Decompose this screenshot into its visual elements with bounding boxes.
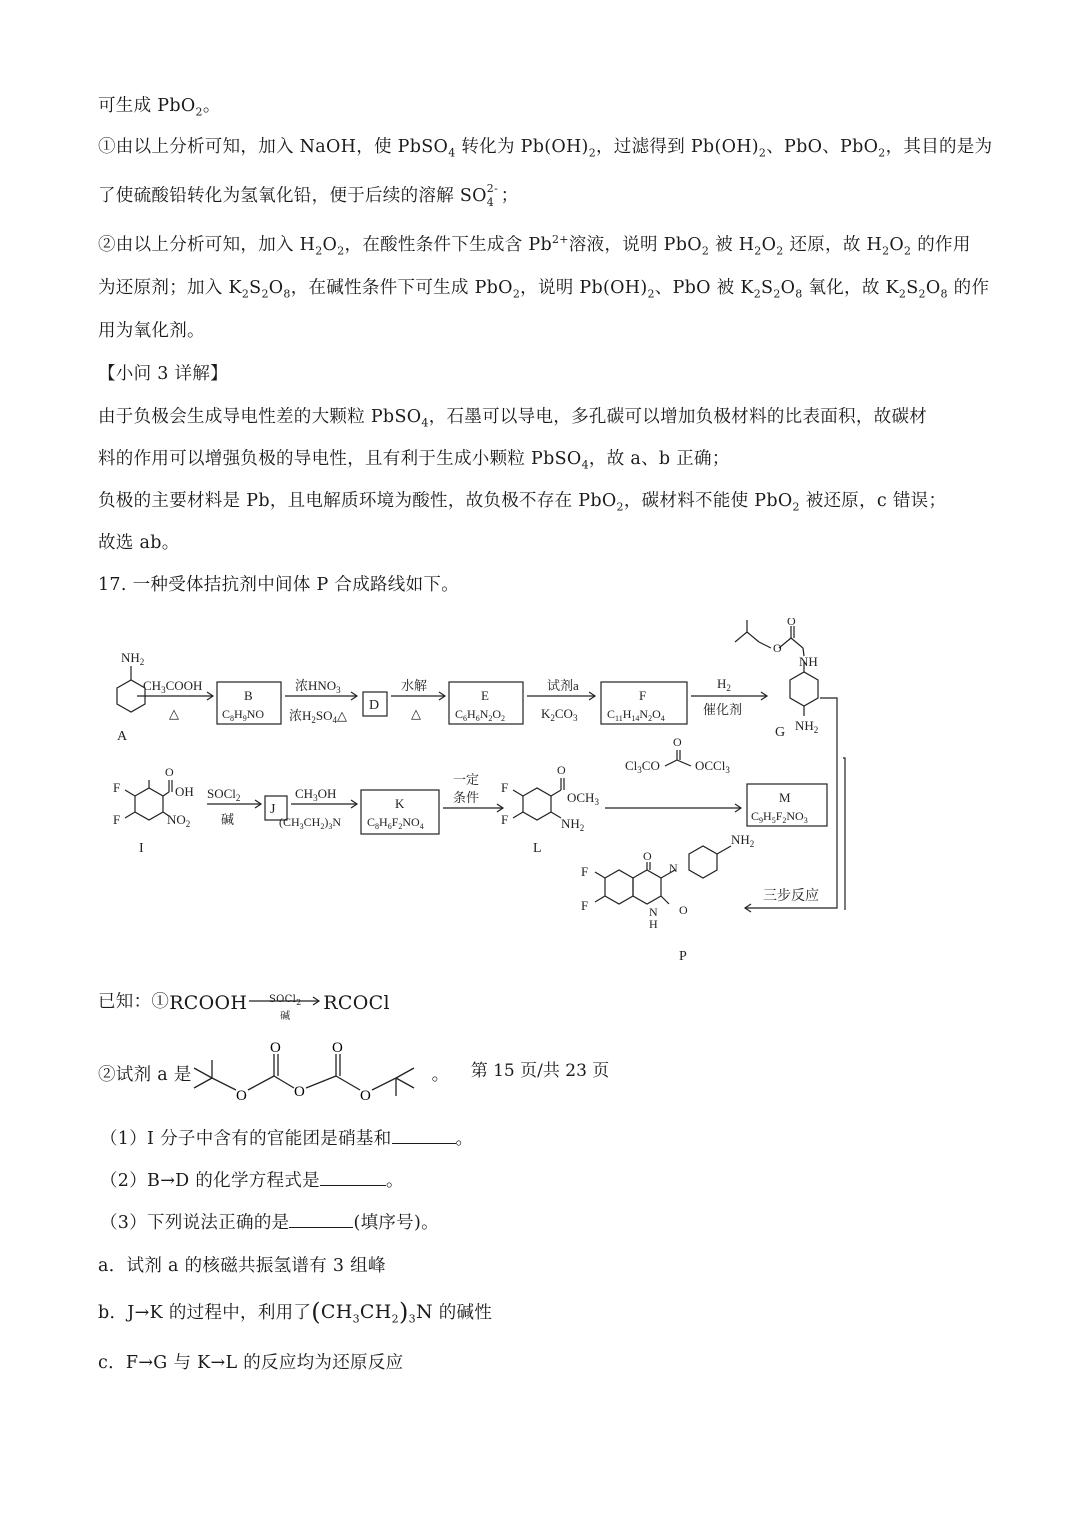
reagent-6-bottom: 碱 bbox=[221, 812, 235, 827]
benzene-ring-p2 bbox=[689, 846, 717, 878]
label-o-ester: O bbox=[773, 641, 782, 655]
box-j-label: J bbox=[270, 802, 276, 817]
reagent-1-heat: △ bbox=[169, 706, 179, 721]
label-f1-i: F bbox=[113, 780, 121, 795]
label-oh-i: OH bbox=[175, 784, 194, 799]
label-nh2-p: $NH_2$ bbox=[731, 832, 755, 849]
question-1: （1）I 分子中含有的官能团是硝基和 。 bbox=[100, 1129, 474, 1149]
text-line-4: ②由以上分析可知，加入 $H_2O_2$，在酸性条件下生成含 $Pb^{2+}$溶液，说明 PbO$_2$ 被 $H_2O_2$ 还原，故 $H_2O_2$ 的作用 bbox=[98, 233, 971, 258]
label-o-a5: O bbox=[360, 1088, 371, 1104]
formula-f: $C_{11}H_{14}N_2O_4$ bbox=[607, 707, 665, 723]
label-nh-p-h: H bbox=[649, 917, 658, 931]
label-p: P bbox=[679, 949, 687, 964]
label-a: A bbox=[117, 729, 128, 744]
label-l: L bbox=[533, 841, 542, 856]
reagent-9-right: OCCl$_3$ bbox=[695, 758, 730, 775]
reagent-9-left: $Cl_3CO$ bbox=[625, 758, 660, 775]
formula-b: $C_8H_9NO$ bbox=[222, 707, 265, 723]
text-line-9: 料的作用可以增强负极的导电性，且有利于生成小颗粒 PbSO$_4$，故 a、b 正确； bbox=[98, 449, 730, 472]
box-d-label: D bbox=[369, 698, 380, 713]
label-no2-i: $NO_2$ bbox=[167, 812, 191, 829]
benzene-ring-p1 bbox=[605, 870, 633, 904]
option-b: b．J→K 的过程中，利用了$(CH_3CH_2)_3N$ 的碱性 bbox=[98, 1298, 493, 1326]
text-line-5: 为还原剂；加入 $K_2S_2O_8$，在碱性条件下可生成 PbO$_2$，说明 $Pb(OH)_2$、PbO 被 $K_2S_2O_8$ 氧化，故 $K_2S_2O_8$ 的作 bbox=[98, 278, 990, 301]
reagent-10: 三步反应 bbox=[763, 889, 819, 904]
synthesis-scheme bbox=[95, 618, 965, 968]
answer-blank-3[interactable] bbox=[289, 1211, 353, 1228]
label-o-a1: O bbox=[270, 1040, 281, 1056]
option-a: a．试剂 a 的核磁共振氢谱有 3 组峰 bbox=[98, 1256, 386, 1276]
label-i: I bbox=[139, 841, 144, 856]
answer-blank-1[interactable] bbox=[392, 1127, 456, 1144]
pyrimidine-ring-p bbox=[633, 870, 661, 904]
reagent-5-bottom: 催化剂 bbox=[703, 702, 743, 717]
reagent-7-top: $CH_3OH$ bbox=[295, 786, 337, 803]
label-f2-p: F bbox=[581, 898, 589, 913]
question-17-stem: 17. 一种受体拮抗剂中间体 P 合成路线如下。 bbox=[98, 575, 459, 595]
reagent-3-heat: △ bbox=[411, 706, 421, 721]
text-line-6: 用为氧化剂。 bbox=[98, 321, 205, 341]
label-och3-l: $OCH_3$ bbox=[567, 790, 599, 807]
reagent-1: $CH_3COOH$ bbox=[143, 678, 203, 695]
known-2: ②试剂 a 是 。 bbox=[98, 1065, 450, 1085]
reagent-7-bottom: $(CH_3CH_2)_3N$ bbox=[279, 815, 342, 831]
label-o-a2: O bbox=[332, 1040, 343, 1056]
label-nh2-g: $NH_2$ bbox=[795, 718, 819, 735]
reagent-4-bottom: $K_2CO_3$ bbox=[541, 706, 578, 723]
reagent-8-top: 一定 bbox=[453, 772, 480, 787]
label-f2-i: F bbox=[113, 812, 121, 827]
reagent-3: 水解 bbox=[401, 678, 428, 693]
reagent-2-bottom: 浓$H_2SO_4\triangle$ bbox=[289, 708, 348, 725]
label-o-a4: O bbox=[294, 1084, 305, 1100]
label-o1-p: O bbox=[643, 849, 652, 863]
box-b-label: B bbox=[244, 688, 253, 703]
label-nh2-a: $NH_2$ bbox=[121, 650, 145, 667]
label-nh2-l: $NH_2$ bbox=[561, 816, 585, 833]
benzene-ring-i bbox=[135, 788, 163, 820]
reaction-arrow-icon: SOCl$_2$ 碱 bbox=[249, 992, 321, 1014]
question-3: （3）下列说法正确的是 (填序号)。 bbox=[100, 1213, 439, 1233]
text-line-11: 故选 ab。 bbox=[98, 533, 180, 553]
box-f-label: F bbox=[639, 688, 647, 703]
question-2: （2）B→D 的化学方程式是 。 bbox=[100, 1171, 404, 1191]
option-c: c．F→G 与 K→L 的反应均为还原反应 bbox=[98, 1353, 404, 1373]
box-k-label: K bbox=[395, 796, 405, 811]
label-o-carbonyl: O bbox=[787, 618, 796, 628]
label-o-i: O bbox=[165, 765, 174, 779]
box-m-label: M bbox=[779, 790, 791, 805]
formula-m: $C_9H_5F_2NO_3$ bbox=[751, 809, 808, 825]
label-o-l: O bbox=[557, 763, 566, 777]
label-f1-p: F bbox=[581, 864, 589, 879]
label-nh-p-n: N bbox=[649, 905, 658, 919]
reagent-6-top: SOCl$_2$ bbox=[207, 786, 241, 803]
label-o-a3: O bbox=[236, 1088, 247, 1104]
answer-blank-2[interactable] bbox=[320, 1169, 386, 1186]
formula-e: $C_6H_6N_2O_2$ bbox=[455, 707, 506, 723]
label-nh-g: NH bbox=[799, 654, 818, 669]
reagent-4-top: 试剂a bbox=[547, 678, 579, 693]
formula-k: $C_8H_6F_2NO_4$ bbox=[367, 815, 424, 831]
benzene-ring-g bbox=[790, 672, 818, 706]
known-1: 已知：① RCOOH SOCl$_2$ 碱 RCOCl bbox=[98, 991, 390, 1022]
label-o-triphosgene: O bbox=[673, 735, 682, 749]
text-line-10: 负极的主要材料是 Pb，且电解质环境为酸性，故负极不存在 PbO$_2$，碳材料不能使 PbO$_2$ 被还原，c 错误； bbox=[98, 491, 947, 514]
label-g: G bbox=[775, 725, 786, 740]
section-heading: 【小问 3 详解】 bbox=[98, 364, 228, 384]
label-o2-p: O bbox=[679, 903, 688, 917]
text-line-8: 由于负极会生成导电性差的大颗粒 PbSO$_4$，石墨可以导电，多孔碳可以增加负极材料的比表面积，故碳材 bbox=[98, 407, 928, 430]
label-f1-l: F bbox=[501, 780, 509, 795]
text-line-2: ①由以上分析可知，加入 NaOH，使 PbSO$_4$ 转化为 $Pb(OH)_2$，过滤得到 $Pb(OH)_2$、PbO、PbO$_2$，其目的是为 bbox=[98, 137, 993, 160]
reagent-2-top: 浓$HNO_3$ bbox=[295, 678, 341, 695]
label-n-p: N bbox=[669, 861, 678, 875]
text-line-3: 了使硫酸铅转化为氢氧化铅，便于后续的溶解 SO 2- 4 ； bbox=[98, 182, 519, 209]
reagent-8-bottom: 条件 bbox=[453, 790, 480, 805]
benzene-ring-l bbox=[523, 788, 551, 820]
box-e-label: E bbox=[481, 688, 489, 703]
text-line-1: 可生成 PbO$_2$。 bbox=[98, 96, 221, 119]
page-footer: 第 15 页/共 23 页 bbox=[470, 1061, 610, 1081]
label-f2-l: F bbox=[501, 812, 509, 827]
reagent-5-top: $H_2$ bbox=[717, 676, 731, 693]
